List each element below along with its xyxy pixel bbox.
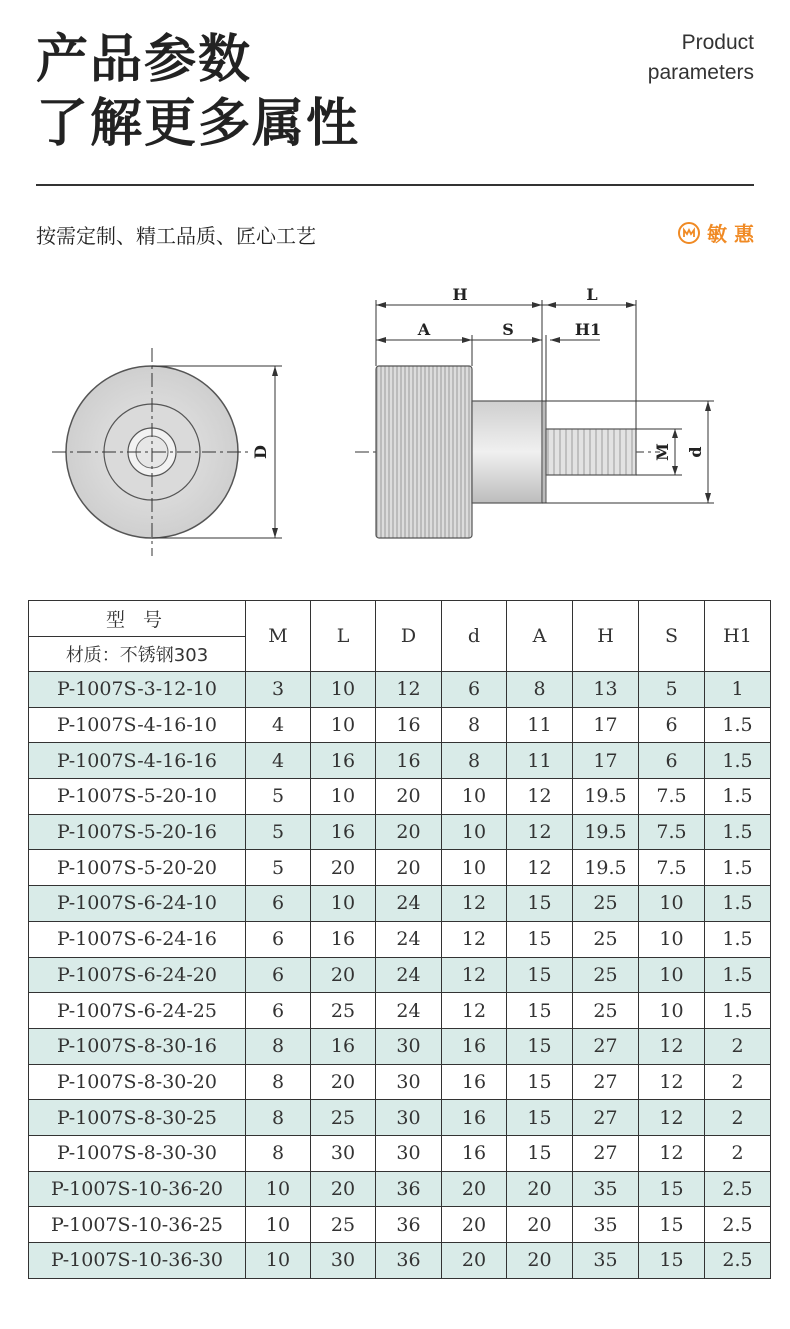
value-cell: 16 [442,1028,507,1064]
value-cell: 2.5 [705,1207,771,1243]
value-cell: 15 [507,993,573,1029]
value-cell: 20 [311,1064,376,1100]
value-cell: 16 [442,1100,507,1136]
value-cell: 5 [246,850,311,886]
value-cell: 5 [639,672,705,708]
value-cell: 12 [507,779,573,815]
label-d: d [686,446,705,458]
value-cell: 12 [507,850,573,886]
value-cell: 7.5 [639,850,705,886]
table-row [29,1135,771,1171]
value-cell: 4 [246,743,311,779]
value-cell: 2 [705,1028,771,1064]
table-row [29,707,771,743]
value-cell: 1.5 [705,743,771,779]
value-cell: 1.5 [705,993,771,1029]
table-row [29,850,771,886]
model-cell: P-1007S-5-20-10 [29,779,246,815]
table-row [29,957,771,993]
title-english [648,28,754,88]
value-cell: 16 [442,1064,507,1100]
value-cell: 1.5 [705,957,771,993]
table-row [29,1243,771,1279]
value-cell: 2 [705,1135,771,1171]
value-cell: 6 [246,993,311,1029]
front-view [52,348,282,556]
model-cell: P-1007S-4-16-16 [29,743,246,779]
value-cell: 36 [376,1207,442,1243]
value-cell: 20 [311,957,376,993]
value-cell: 16 [442,1135,507,1171]
brand-name: 敏 惠 [707,222,754,246]
value-cell: 10 [442,850,507,886]
value-cell: 27 [573,1028,639,1064]
model-cell: P-1007S-6-24-10 [29,886,246,922]
model-cell: P-1007S-10-36-20 [29,1171,246,1207]
value-cell: 10 [639,957,705,993]
model-cell: P-1007S-6-24-25 [29,993,246,1029]
model-cell: P-1007S-3-12-10 [29,672,246,708]
value-cell: 8 [246,1100,311,1136]
model-cell: P-1007S-8-30-25 [29,1100,246,1136]
value-cell: 24 [376,957,442,993]
value-cell: 20 [376,850,442,886]
value-cell: 17 [573,743,639,779]
value-cell: 15 [507,1028,573,1064]
value-cell: 6 [246,921,311,957]
value-cell: 20 [376,814,442,850]
value-cell: 27 [573,1064,639,1100]
table-row [29,1171,771,1207]
value-cell: 20 [507,1171,573,1207]
table-row [29,672,771,708]
model-cell: P-1007S-4-16-10 [29,707,246,743]
model-cell: P-1007S-5-20-16 [29,814,246,850]
column-header: D [376,601,442,672]
value-cell: 20 [442,1243,507,1279]
table-body [29,672,771,1279]
value-cell: 1.5 [705,850,771,886]
value-cell: 13 [573,672,639,708]
value-cell: 10 [442,814,507,850]
value-cell: 6 [639,743,705,779]
side-view [355,285,714,538]
column-header: M [246,601,311,672]
model-cell: P-1007S-8-30-20 [29,1064,246,1100]
table-row [29,743,771,779]
value-cell: 25 [573,921,639,957]
value-cell: 30 [376,1135,442,1171]
model-cell: P-1007S-10-36-25 [29,1207,246,1243]
title-english-line-2: parameters [647,61,754,84]
model-cell: P-1007S-10-36-30 [29,1243,246,1279]
tagline: 按需定制、精工品质、匠心工艺 [36,224,316,248]
value-cell: 5 [246,814,311,850]
value-cell: 15 [507,957,573,993]
value-cell: 12 [376,672,442,708]
value-cell: 10 [639,886,705,922]
model-header-cell [29,601,246,672]
value-cell: 30 [376,1028,442,1064]
label-H: H [452,285,468,304]
model-cell: P-1007S-8-30-16 [29,1028,246,1064]
column-header: H [573,601,639,672]
model-cell: P-1007S-6-24-16 [29,921,246,957]
value-cell: 15 [639,1207,705,1243]
value-cell: 25 [573,957,639,993]
value-cell: 8 [246,1064,311,1100]
value-cell: 8 [246,1135,311,1171]
value-cell: 30 [376,1064,442,1100]
table-row [29,1028,771,1064]
value-cell: 7.5 [639,779,705,815]
value-cell: 35 [573,1171,639,1207]
label-L: L [586,285,598,304]
value-cell: 20 [507,1243,573,1279]
value-cell: 10 [311,779,376,815]
value-cell: 12 [639,1064,705,1100]
value-cell: 12 [507,814,573,850]
table-row [29,886,771,922]
value-cell: 1.5 [705,921,771,957]
value-cell: 8 [442,707,507,743]
value-cell: 10 [639,993,705,1029]
value-cell: 36 [376,1243,442,1279]
column-header: S [639,601,705,672]
table-row [29,1064,771,1100]
value-cell: 15 [639,1171,705,1207]
value-cell: 2.5 [705,1243,771,1279]
value-cell: 24 [376,921,442,957]
value-cell: 35 [573,1243,639,1279]
value-cell: 24 [376,886,442,922]
value-cell: 11 [507,707,573,743]
value-cell: 10 [639,921,705,957]
value-cell: 1.5 [705,814,771,850]
value-cell: 6 [246,957,311,993]
column-header: d [442,601,507,672]
value-cell: 19.5 [573,814,639,850]
label-A: A [417,320,431,339]
table-row [29,993,771,1029]
value-cell: 4 [246,707,311,743]
value-cell: 6 [639,707,705,743]
technical-drawing [0,280,790,580]
value-cell: 8 [507,672,573,708]
column-header: L [311,601,376,672]
value-cell: 15 [507,921,573,957]
value-cell: 1 [705,672,771,708]
value-cell: 12 [639,1028,705,1064]
value-cell: 10 [246,1207,311,1243]
value-cell: 15 [507,886,573,922]
label-S: S [502,320,514,339]
value-cell: 16 [311,743,376,779]
value-cell: 10 [311,886,376,922]
label-H1: H1 [574,320,602,339]
value-cell: 10 [246,1243,311,1279]
value-cell: 27 [573,1100,639,1136]
value-cell: 19.5 [573,850,639,886]
value-cell: 30 [376,1100,442,1136]
value-cell: 12 [639,1100,705,1136]
model-cell: P-1007S-8-30-30 [29,1135,246,1171]
model-cell: P-1007S-6-24-20 [29,957,246,993]
value-cell: 16 [311,1028,376,1064]
table-row [29,814,771,850]
value-cell: 20 [376,779,442,815]
value-cell: 16 [376,707,442,743]
value-cell: 19.5 [573,779,639,815]
column-header: H1 [705,601,771,672]
value-cell: 16 [311,921,376,957]
value-cell: 1.5 [705,707,771,743]
title-line-1: 产品参数 [36,30,253,90]
value-cell: 15 [639,1243,705,1279]
value-cell: 17 [573,707,639,743]
value-cell: 10 [246,1171,311,1207]
mh-logo-icon [677,221,701,245]
value-cell: 15 [507,1064,573,1100]
table-row [29,779,771,815]
value-cell: 16 [311,814,376,850]
value-cell: 30 [311,1243,376,1279]
value-cell: 12 [639,1135,705,1171]
page-title [36,28,360,156]
value-cell: 2 [705,1064,771,1100]
value-cell: 25 [311,1207,376,1243]
value-cell: 27 [573,1135,639,1171]
value-cell: 25 [311,993,376,1029]
value-cell: 2 [705,1100,771,1136]
table-row [29,921,771,957]
value-cell: 20 [442,1207,507,1243]
value-cell: 30 [311,1135,376,1171]
model-cell: P-1007S-5-20-20 [29,850,246,886]
value-cell: 15 [507,1135,573,1171]
parameters-table [28,600,771,1279]
value-cell: 10 [442,779,507,815]
value-cell: 12 [442,921,507,957]
material-header: 材质：不锈钢303 [65,644,209,666]
title-line-2: 了解更多属性 [36,94,361,154]
value-cell: 25 [573,886,639,922]
brand-logo [677,218,754,247]
value-cell: 7.5 [639,814,705,850]
value-cell: 12 [442,886,507,922]
value-cell: 10 [311,672,376,708]
value-cell: 20 [311,1171,376,1207]
value-cell: 12 [442,993,507,1029]
value-cell: 20 [507,1207,573,1243]
value-cell: 20 [311,850,376,886]
value-cell: 6 [246,886,311,922]
label-M: M [653,443,672,461]
value-cell: 8 [442,743,507,779]
model-header: 型 号 [29,602,245,637]
value-cell: 10 [311,707,376,743]
value-cell: 15 [507,1100,573,1136]
value-cell: 36 [376,1171,442,1207]
value-cell: 5 [246,779,311,815]
value-cell: 2.5 [705,1171,771,1207]
value-cell: 25 [311,1100,376,1136]
header-divider [36,184,754,186]
value-cell: 16 [376,743,442,779]
value-cell: 11 [507,743,573,779]
label-D: D [251,445,270,459]
value-cell: 3 [246,672,311,708]
value-cell: 24 [376,993,442,1029]
column-header: A [507,601,573,672]
value-cell: 20 [442,1171,507,1207]
table-row [29,1207,771,1243]
value-cell: 1.5 [705,779,771,815]
value-cell: 35 [573,1207,639,1243]
value-cell: 25 [573,993,639,1029]
title-english-line-1: Product [681,31,754,54]
table-header-row [29,601,771,672]
value-cell: 12 [442,957,507,993]
table-row [29,1100,771,1136]
value-cell: 6 [442,672,507,708]
value-cell: 8 [246,1028,311,1064]
value-cell: 1.5 [705,886,771,922]
